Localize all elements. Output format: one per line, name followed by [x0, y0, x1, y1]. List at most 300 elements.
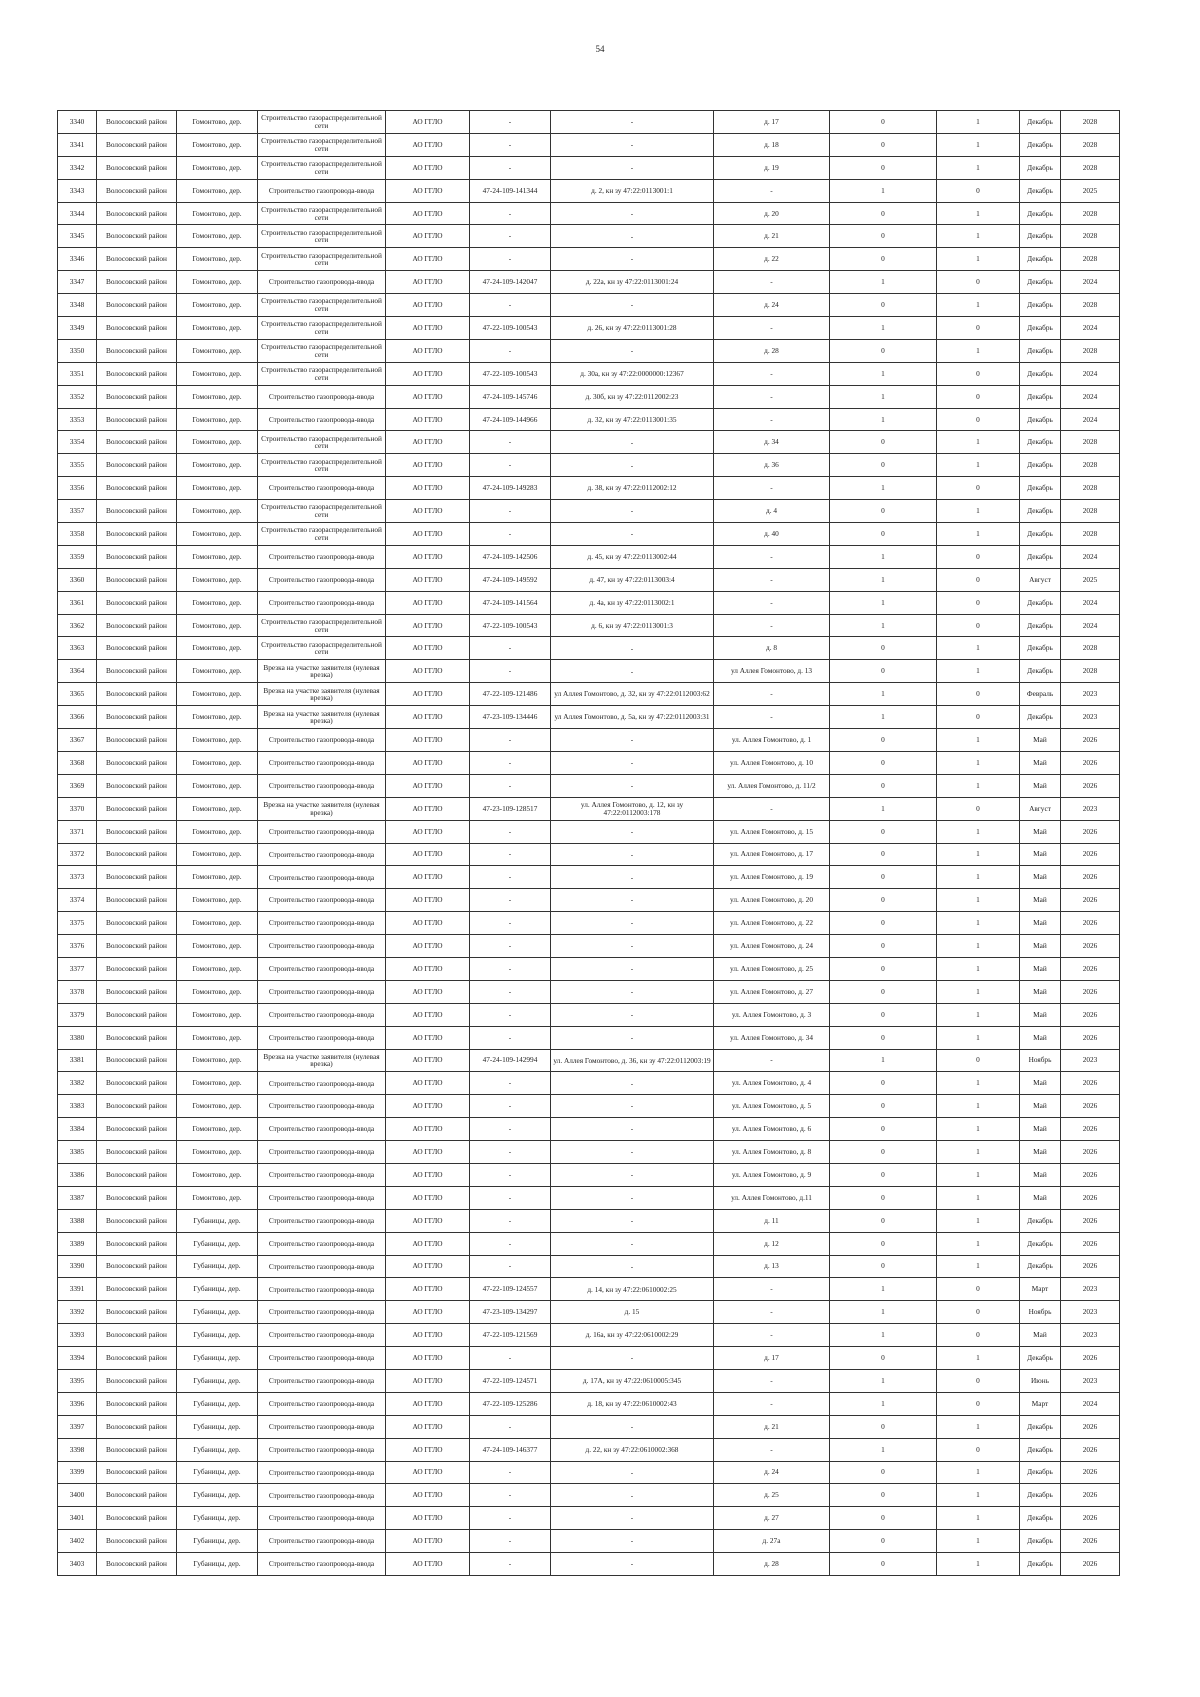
cell-year: 2026 [1061, 1026, 1120, 1049]
cell-district: Волосовский район [97, 1347, 177, 1370]
cell-house-address: - [714, 1301, 830, 1324]
cell-row-number: 3390 [58, 1255, 97, 1278]
cell-year: 2026 [1061, 729, 1120, 752]
cell-house-address: ул. Аллея Гомонтово, д.11 [714, 1186, 830, 1209]
cell-year: 2026 [1061, 1484, 1120, 1507]
cell-settlement: Губаницы, дер. [177, 1415, 258, 1438]
cell-house-address: ул. Аллея Гомонтово, д. 3 [714, 1003, 830, 1026]
cell-count-a: 0 [830, 980, 937, 1003]
cell-organization: АО ГГЛО [386, 1324, 470, 1347]
cell-address-cadastral: д. 6, кн зу 47:22:0113001:3 [551, 614, 714, 637]
cell-count-a: 1 [830, 385, 937, 408]
cell-house-address: - [714, 1324, 830, 1347]
cell-settlement: Гомонтово, дер. [177, 248, 258, 271]
cell-year: 2026 [1061, 1255, 1120, 1278]
cell-settlement: Гомонтово, дер. [177, 568, 258, 591]
cell-house-address: ул. Аллея Гомонтово, д. 10 [714, 751, 830, 774]
cell-count-a: 0 [830, 225, 937, 248]
cell-house-address: - [714, 477, 830, 500]
cell-year: 2023 [1061, 683, 1120, 706]
cell-application-number: - [470, 1530, 551, 1553]
cell-settlement: Гомонтово, дер. [177, 500, 258, 523]
cell-house-address: д. 17 [714, 1347, 830, 1370]
cell-organization: АО ГГЛО [386, 1530, 470, 1553]
cell-year: 2028 [1061, 500, 1120, 523]
cell-count-b: 1 [937, 729, 1020, 752]
cell-year: 2028 [1061, 477, 1120, 500]
cell-month: Декабрь [1020, 156, 1061, 179]
cell-application-number: - [470, 1507, 551, 1530]
cell-work-type: Врезка на участке заявителя (нулевая врезка) [258, 660, 386, 683]
cell-address-cadastral: - [551, 1415, 714, 1438]
cell-house-address: д. 27 [714, 1507, 830, 1530]
cell-work-type: Строительство газопровода-ввода [258, 912, 386, 935]
cell-address-cadastral: - [551, 156, 714, 179]
cell-settlement: Гомонтово, дер. [177, 179, 258, 202]
cell-address-cadastral: д. 14, кн зу 47:22:0610002:25 [551, 1278, 714, 1301]
cell-settlement: Гомонтово, дер. [177, 935, 258, 958]
cell-house-address: ул. Аллея Гомонтово, д. 15 [714, 820, 830, 843]
cell-settlement: Гомонтово, дер. [177, 957, 258, 980]
cell-district: Волосовский район [97, 1369, 177, 1392]
cell-settlement: Гомонтово, дер. [177, 317, 258, 340]
cell-count-b: 1 [937, 202, 1020, 225]
cell-count-a: 0 [830, 912, 937, 935]
cell-settlement: Гомонтово, дер. [177, 912, 258, 935]
cell-count-b: 1 [937, 751, 1020, 774]
cell-organization: АО ГГЛО [386, 866, 470, 889]
cell-year: 2028 [1061, 454, 1120, 477]
cell-count-a: 1 [830, 1049, 937, 1072]
cell-row-number: 3391 [58, 1278, 97, 1301]
cell-application-number: - [470, 751, 551, 774]
cell-row-number: 3400 [58, 1484, 97, 1507]
cell-count-b: 0 [937, 545, 1020, 568]
cell-settlement: Губаницы, дер. [177, 1301, 258, 1324]
cell-year: 2026 [1061, 889, 1120, 912]
cell-settlement: Гомонтово, дер. [177, 614, 258, 637]
cell-month: Декабрь [1020, 339, 1061, 362]
cell-settlement: Гомонтово, дер. [177, 1141, 258, 1164]
cell-work-type: Строительство газопровода-ввода [258, 1484, 386, 1507]
cell-settlement: Гомонтово, дер. [177, 889, 258, 912]
cell-district: Волосовский район [97, 866, 177, 889]
cell-district: Волосовский район [97, 683, 177, 706]
cell-organization: АО ГГЛО [386, 1278, 470, 1301]
cell-year: 2026 [1061, 1507, 1120, 1530]
cell-organization: АО ГГЛО [386, 202, 470, 225]
cell-row-number: 3353 [58, 408, 97, 431]
cell-work-type: Врезка на участке заявителя (нулевая врезка) [258, 683, 386, 706]
cell-count-b: 1 [937, 156, 1020, 179]
table-row [58, 843, 1120, 866]
cell-row-number: 3374 [58, 889, 97, 912]
table-row [58, 935, 1120, 958]
cell-settlement: Губаницы, дер. [177, 1369, 258, 1392]
cell-row-number: 3379 [58, 1003, 97, 1026]
cell-house-address: ул. Аллея Гомонтово, д. 22 [714, 912, 830, 935]
cell-application-number: 47-22-109-100543 [470, 317, 551, 340]
cell-year: 2026 [1061, 1118, 1120, 1141]
cell-house-address: - [714, 317, 830, 340]
cell-address-cadastral: д. 2, кн зу 47:22:0113001:1 [551, 179, 714, 202]
cell-address-cadastral: д. 45, кн зу 47:22:0113002:44 [551, 545, 714, 568]
cell-house-address: ул. Аллея Гомонтово, д. 9 [714, 1163, 830, 1186]
cell-address-cadastral: - [551, 294, 714, 317]
cell-application-number: - [470, 1141, 551, 1164]
cell-count-a: 0 [830, 1461, 937, 1484]
cell-count-a: 1 [830, 317, 937, 340]
cell-month: Декабрь [1020, 111, 1061, 134]
cell-count-b: 1 [937, 1072, 1020, 1095]
cell-row-number: 3361 [58, 591, 97, 614]
cell-district: Волосовский район [97, 935, 177, 958]
cell-settlement: Гомонтово, дер. [177, 477, 258, 500]
cell-row-number: 3394 [58, 1347, 97, 1370]
cell-settlement: Гомонтово, дер. [177, 1118, 258, 1141]
table-row [58, 1553, 1120, 1576]
cell-work-type: Строительство газопровода-ввода [258, 408, 386, 431]
cell-year: 2028 [1061, 339, 1120, 362]
cell-count-a: 0 [830, 133, 937, 156]
cell-district: Волосовский район [97, 637, 177, 660]
cell-count-a: 0 [830, 729, 937, 752]
cell-count-a: 0 [830, 1232, 937, 1255]
cell-row-number: 3367 [58, 729, 97, 752]
table-row [58, 1507, 1120, 1530]
cell-house-address: д. 11 [714, 1209, 830, 1232]
table-row [58, 1369, 1120, 1392]
cell-month: Декабрь [1020, 454, 1061, 477]
cell-count-b: 1 [937, 431, 1020, 454]
table-row [58, 1415, 1120, 1438]
cell-organization: АО ГГЛО [386, 706, 470, 729]
cell-count-b: 1 [937, 889, 1020, 912]
cell-count-b: 1 [937, 957, 1020, 980]
cell-year: 2024 [1061, 271, 1120, 294]
cell-district: Волосовский район [97, 362, 177, 385]
table-row [58, 889, 1120, 912]
table-row [58, 1141, 1120, 1164]
cell-year: 2026 [1061, 1461, 1120, 1484]
cell-address-cadastral: - [551, 111, 714, 134]
cell-month: Декабрь [1020, 362, 1061, 385]
cell-count-a: 0 [830, 866, 937, 889]
table-row [58, 179, 1120, 202]
table-row [58, 1255, 1120, 1278]
cell-organization: АО ГГЛО [386, 1369, 470, 1392]
cell-count-a: 0 [830, 843, 937, 866]
cell-organization: АО ГГЛО [386, 133, 470, 156]
cell-count-b: 0 [937, 614, 1020, 637]
cell-district: Волосовский район [97, 1484, 177, 1507]
cell-application-number: - [470, 1072, 551, 1095]
cell-address-cadastral: - [551, 1507, 714, 1530]
cell-count-b: 1 [937, 1232, 1020, 1255]
cell-month: Май [1020, 751, 1061, 774]
cell-count-b: 1 [937, 843, 1020, 866]
cell-count-b: 0 [937, 271, 1020, 294]
cell-district: Волосовский район [97, 820, 177, 843]
cell-settlement: Губаницы, дер. [177, 1255, 258, 1278]
table-row [58, 797, 1120, 820]
cell-count-a: 0 [830, 660, 937, 683]
cell-row-number: 3359 [58, 545, 97, 568]
cell-month: Декабрь [1020, 1484, 1061, 1507]
cell-count-b: 1 [937, 1553, 1020, 1576]
cell-month: Декабрь [1020, 523, 1061, 546]
cell-organization: АО ГГЛО [386, 683, 470, 706]
cell-month: Май [1020, 1026, 1061, 1049]
cell-year: 2028 [1061, 431, 1120, 454]
cell-year: 2023 [1061, 1049, 1120, 1072]
cell-count-b: 0 [937, 362, 1020, 385]
cell-application-number: - [470, 500, 551, 523]
cell-work-type: Строительство газопровода-ввода [258, 729, 386, 752]
cell-application-number: - [470, 660, 551, 683]
cell-organization: АО ГГЛО [386, 1347, 470, 1370]
cell-settlement: Гомонтово, дер. [177, 1186, 258, 1209]
cell-house-address: ул. Аллея Гомонтово, д. 24 [714, 935, 830, 958]
cell-address-cadastral: - [551, 1095, 714, 1118]
cell-count-a: 1 [830, 1438, 937, 1461]
cell-count-a: 1 [830, 477, 937, 500]
cell-month: Декабрь [1020, 202, 1061, 225]
cell-application-number: - [470, 1095, 551, 1118]
cell-count-a: 0 [830, 1163, 937, 1186]
cell-year: 2024 [1061, 545, 1120, 568]
cell-application-number: - [470, 957, 551, 980]
cell-settlement: Гомонтово, дер. [177, 362, 258, 385]
cell-year: 2023 [1061, 1301, 1120, 1324]
cell-count-b: 1 [937, 1507, 1020, 1530]
cell-application-number: 47-22-109-124571 [470, 1369, 551, 1392]
cell-district: Волосовский район [97, 1209, 177, 1232]
cell-address-cadastral: - [551, 980, 714, 1003]
cell-address-cadastral: д. 4а, кн зу 47:22:0113002:1 [551, 591, 714, 614]
cell-count-b: 1 [937, 912, 1020, 935]
cell-address-cadastral: ул. Аллея Гомонтово, д. 12, кн зу 47:22:0112003:178 [551, 797, 714, 820]
cell-month: Март [1020, 1392, 1061, 1415]
table-row [58, 202, 1120, 225]
cell-count-b: 1 [937, 225, 1020, 248]
cell-work-type: Строительство газораспределительной сети [258, 523, 386, 546]
cell-house-address: ул. Аллея Гомонтово, д. 34 [714, 1026, 830, 1049]
cell-work-type: Строительство газопровода-ввода [258, 957, 386, 980]
cell-application-number: 47-24-109-146377 [470, 1438, 551, 1461]
cell-district: Волосовский район [97, 729, 177, 752]
cell-house-address: - [714, 1392, 830, 1415]
cell-house-address: д. 40 [714, 523, 830, 546]
cell-year: 2028 [1061, 225, 1120, 248]
cell-house-address: - [714, 1438, 830, 1461]
cell-organization: АО ГГЛО [386, 317, 470, 340]
cell-row-number: 3350 [58, 339, 97, 362]
table-row [58, 523, 1120, 546]
cell-year: 2026 [1061, 980, 1120, 1003]
cell-count-b: 0 [937, 568, 1020, 591]
cell-district: Волосовский район [97, 454, 177, 477]
cell-address-cadastral: д. 17А, кн зу 47:22:0610005:345 [551, 1369, 714, 1392]
cell-count-a: 1 [830, 568, 937, 591]
cell-month: Декабрь [1020, 477, 1061, 500]
cell-address-cadastral: д. 30а, кн зу 47:22:0000000:12367 [551, 362, 714, 385]
cell-application-number: 47-22-109-100543 [470, 362, 551, 385]
cell-count-b: 0 [937, 1392, 1020, 1415]
table-row [58, 248, 1120, 271]
cell-settlement: Губаницы, дер. [177, 1530, 258, 1553]
cell-work-type: Строительство газопровода-ввода [258, 1095, 386, 1118]
cell-house-address: д. 8 [714, 637, 830, 660]
cell-settlement: Гомонтово, дер. [177, 866, 258, 889]
cell-address-cadastral: - [551, 1003, 714, 1026]
cell-district: Волосовский район [97, 1095, 177, 1118]
cell-year: 2026 [1061, 912, 1120, 935]
cell-organization: АО ГГЛО [386, 385, 470, 408]
cell-year: 2024 [1061, 385, 1120, 408]
cell-count-b: 1 [937, 339, 1020, 362]
cell-organization: АО ГГЛО [386, 1392, 470, 1415]
cell-settlement: Гомонтово, дер. [177, 637, 258, 660]
cell-year: 2028 [1061, 660, 1120, 683]
cell-row-number: 3363 [58, 637, 97, 660]
table-row [58, 339, 1120, 362]
cell-settlement: Гомонтово, дер. [177, 820, 258, 843]
cell-month: Май [1020, 1186, 1061, 1209]
cell-house-address: - [714, 706, 830, 729]
cell-house-address: - [714, 408, 830, 431]
cell-row-number: 3360 [58, 568, 97, 591]
cell-work-type: Строительство газопровода-ввода [258, 774, 386, 797]
cell-address-cadastral: - [551, 1347, 714, 1370]
cell-count-a: 1 [830, 1301, 937, 1324]
cell-work-type: Строительство газораспределительной сети [258, 637, 386, 660]
cell-application-number: 47-22-109-121486 [470, 683, 551, 706]
cell-count-a: 0 [830, 820, 937, 843]
cell-organization: АО ГГЛО [386, 523, 470, 546]
cell-month: Май [1020, 820, 1061, 843]
cell-year: 2028 [1061, 202, 1120, 225]
cell-row-number: 3395 [58, 1369, 97, 1392]
cell-month: Май [1020, 935, 1061, 958]
cell-month: Май [1020, 1072, 1061, 1095]
cell-application-number: - [470, 1209, 551, 1232]
cell-year: 2024 [1061, 408, 1120, 431]
cell-count-b: 1 [937, 1347, 1020, 1370]
cell-count-a: 0 [830, 1026, 937, 1049]
cell-application-number: - [470, 1003, 551, 1026]
cell-work-type: Строительство газопровода-ввода [258, 866, 386, 889]
cell-settlement: Гомонтово, дер. [177, 294, 258, 317]
cell-organization: АО ГГЛО [386, 1415, 470, 1438]
cell-address-cadastral: - [551, 866, 714, 889]
cell-application-number: 47-23-109-128517 [470, 797, 551, 820]
cell-work-type: Строительство газопровода-ввода [258, 1392, 386, 1415]
cell-month: Декабрь [1020, 591, 1061, 614]
cell-year: 2023 [1061, 1278, 1120, 1301]
table-row [58, 1392, 1120, 1415]
cell-row-number: 3383 [58, 1095, 97, 1118]
table-row [58, 477, 1120, 500]
cell-settlement: Гомонтово, дер. [177, 133, 258, 156]
cell-address-cadastral: ул Аллея Гомонтово, д. 32, кн зу 47:22:0112003:62 [551, 683, 714, 706]
cell-application-number: - [470, 225, 551, 248]
cell-year: 2023 [1061, 706, 1120, 729]
cell-year: 2026 [1061, 1163, 1120, 1186]
cell-organization: АО ГГЛО [386, 1461, 470, 1484]
cell-application-number: - [470, 133, 551, 156]
cell-settlement: Гомонтово, дер. [177, 1026, 258, 1049]
cell-district: Волосовский район [97, 202, 177, 225]
cell-month: Декабрь [1020, 1232, 1061, 1255]
cell-organization: АО ГГЛО [386, 1438, 470, 1461]
cell-work-type: Строительство газопровода-ввода [258, 980, 386, 1003]
cell-year: 2026 [1061, 1003, 1120, 1026]
cell-district: Волосовский район [97, 523, 177, 546]
cell-district: Волосовский район [97, 1163, 177, 1186]
cell-count-a: 0 [830, 1255, 937, 1278]
cell-count-a: 0 [830, 1072, 937, 1095]
cell-month: Декабрь [1020, 225, 1061, 248]
cell-house-address: д. 28 [714, 339, 830, 362]
cell-work-type: Строительство газопровода-ввода [258, 1507, 386, 1530]
table-row [58, 1186, 1120, 1209]
cell-house-address: д. 36 [714, 454, 830, 477]
cell-district: Волосовский район [97, 179, 177, 202]
cell-work-type: Строительство газопровода-ввода [258, 1461, 386, 1484]
cell-work-type: Строительство газораспределительной сети [258, 225, 386, 248]
table-row [58, 591, 1120, 614]
cell-count-a: 0 [830, 1186, 937, 1209]
cell-house-address: ул. Аллея Гомонтово, д. 20 [714, 889, 830, 912]
cell-settlement: Гомонтово, дер. [177, 751, 258, 774]
table-row [58, 1095, 1120, 1118]
table-row [58, 156, 1120, 179]
cell-house-address: ул. Аллея Гомонтово, д. 19 [714, 866, 830, 889]
cell-month: Август [1020, 568, 1061, 591]
cell-organization: АО ГГЛО [386, 614, 470, 637]
cell-year: 2026 [1061, 1072, 1120, 1095]
cell-organization: АО ГГЛО [386, 477, 470, 500]
cell-row-number: 3365 [58, 683, 97, 706]
cell-district: Волосовский район [97, 774, 177, 797]
cell-year: 2024 [1061, 1392, 1120, 1415]
cell-application-number: 47-24-109-142994 [470, 1049, 551, 1072]
cell-settlement: Гомонтово, дер. [177, 1163, 258, 1186]
cell-count-b: 0 [937, 477, 1020, 500]
cell-year: 2026 [1061, 1095, 1120, 1118]
cell-district: Волосовский район [97, 889, 177, 912]
cell-row-number: 3347 [58, 271, 97, 294]
cell-application-number: 47-24-109-141344 [470, 179, 551, 202]
cell-work-type: Строительство газопровода-ввода [258, 1347, 386, 1370]
cell-row-number: 3364 [58, 660, 97, 683]
cell-address-cadastral: - [551, 225, 714, 248]
cell-row-number: 3362 [58, 614, 97, 637]
cell-settlement: Губаницы, дер. [177, 1392, 258, 1415]
cell-month: Декабрь [1020, 1209, 1061, 1232]
cell-application-number: 47-24-109-142047 [470, 271, 551, 294]
cell-settlement: Губаницы, дер. [177, 1324, 258, 1347]
cell-month: Май [1020, 843, 1061, 866]
cell-row-number: 3388 [58, 1209, 97, 1232]
cell-work-type: Строительство газораспределительной сети [258, 111, 386, 134]
cell-settlement: Гомонтово, дер. [177, 1049, 258, 1072]
cell-year: 2026 [1061, 1530, 1120, 1553]
cell-organization: АО ГГЛО [386, 1095, 470, 1118]
cell-count-b: 1 [937, 1484, 1020, 1507]
cell-settlement: Губаницы, дер. [177, 1347, 258, 1370]
